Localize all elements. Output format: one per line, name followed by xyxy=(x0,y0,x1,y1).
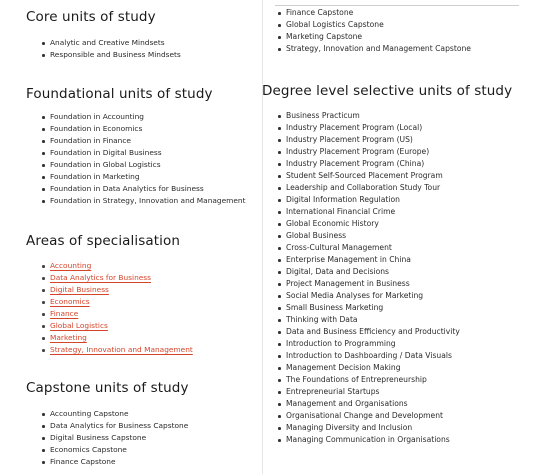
capstone-continued-list xyxy=(263,7,471,55)
list-item[interactable] xyxy=(26,296,193,308)
list-item: Management and Organisations xyxy=(263,398,512,410)
list-item: Foundation in Marketing xyxy=(26,171,245,183)
list-item: Foundation in Accounting xyxy=(26,111,245,123)
list-item: Responsible and Business Mindsets xyxy=(26,49,181,61)
specialisation-link[interactable]: Data Analytics for Business xyxy=(50,273,152,282)
list-item: Finance Capstone xyxy=(263,7,471,19)
list-item: Economics Capstone xyxy=(26,444,189,456)
foundational-units-heading: Foundational units of study xyxy=(26,86,213,102)
list-item: Foundation in Digital Business xyxy=(26,147,245,159)
list-item: Student Self-Sourced Placement Program xyxy=(263,170,512,182)
specialisation-heading: Areas of specialisation xyxy=(26,233,181,249)
list-item: Introduction to Dashboarding / Data Visuals xyxy=(263,350,512,362)
list-item: International Financial Crime xyxy=(263,206,512,218)
specialisation-link[interactable]: Accounting xyxy=(50,261,92,270)
list-item: Strategy, Innovation and Management Capstone xyxy=(263,43,471,55)
list-item: Managing Communication in Organisations xyxy=(263,434,512,446)
list-item: Foundation in Data Analytics for Business xyxy=(26,183,245,195)
list-item: Digital Information Regulation xyxy=(263,194,512,206)
specialisation-link[interactable]: Digital Business xyxy=(50,285,109,294)
degree-selective-heading: Degree level selective units of study xyxy=(262,83,513,99)
specialisation-list xyxy=(26,260,193,356)
specialisation-link[interactable]: Finance xyxy=(50,309,79,318)
list-item: Foundation in Finance xyxy=(26,135,245,147)
list-item: Entrepreneurial Startups xyxy=(263,386,512,398)
list-item: Digital, Data and Decisions xyxy=(263,266,512,278)
list-item: Introduction to Programming xyxy=(263,338,512,350)
capstone-continued-section xyxy=(263,7,471,55)
list-item[interactable] xyxy=(26,260,193,272)
list-item: Project Management in Business xyxy=(263,278,512,290)
list-item: Social Media Analyses for Marketing xyxy=(263,290,512,302)
right-column xyxy=(262,0,550,474)
list-item: Global Economic History xyxy=(263,218,512,230)
capstone-units-list xyxy=(26,408,189,468)
list-item: Digital Business Capstone xyxy=(26,432,189,444)
capstone-units-heading: Capstone units of study xyxy=(26,380,189,396)
specialisation-section xyxy=(26,233,193,356)
degree-selective-section xyxy=(263,83,512,446)
list-item: Foundation in Strategy, Innovation and Management xyxy=(26,195,245,207)
list-item: Analytic and Creative Mindsets xyxy=(26,37,181,49)
list-item[interactable] xyxy=(26,344,193,356)
list-item: Global Business xyxy=(263,230,512,242)
specialisation-link[interactable]: Strategy, Innovation and Management xyxy=(50,345,193,354)
list-item[interactable] xyxy=(26,320,193,332)
list-item: Small Business Marketing xyxy=(263,302,512,314)
core-units-list xyxy=(26,37,181,61)
list-item: Leadership and Collaboration Study Tour xyxy=(263,182,512,194)
core-units-section xyxy=(26,9,181,61)
list-item: Accounting Capstone xyxy=(26,408,189,420)
list-item: Marketing Capstone xyxy=(263,31,471,43)
list-item: Industry Placement Program (China) xyxy=(263,158,512,170)
list-item: Foundation in Economics xyxy=(26,123,245,135)
list-item: Industry Placement Program (Europe) xyxy=(263,146,512,158)
list-item: Data Analytics for Business Capstone xyxy=(26,420,189,432)
specialisation-link[interactable]: Economics xyxy=(50,297,90,306)
list-item[interactable] xyxy=(26,272,193,284)
list-item[interactable] xyxy=(26,332,193,344)
list-item: Enterprise Management in China xyxy=(263,254,512,266)
list-item: Industry Placement Program (US) xyxy=(263,134,512,146)
list-item: The Foundations of Entrepreneurship xyxy=(263,374,512,386)
list-item: Data and Business Efficiency and Productivity xyxy=(263,326,512,338)
list-item: Organisational Change and Development xyxy=(263,410,512,422)
list-item: Thinking with Data xyxy=(263,314,512,326)
specialisation-link[interactable]: Marketing xyxy=(50,333,87,342)
list-item[interactable] xyxy=(26,308,193,320)
list-item: Global Logistics Capstone xyxy=(263,19,471,31)
list-item: Foundation in Global Logistics xyxy=(26,159,245,171)
degree-selective-list xyxy=(263,110,512,446)
list-item[interactable] xyxy=(26,284,193,296)
list-item: Business Practicum xyxy=(263,110,512,122)
list-item: Management Decision Making xyxy=(263,362,512,374)
left-column xyxy=(0,0,262,474)
capstone-units-section xyxy=(26,380,189,468)
list-item: Managing Diversity and Inclusion xyxy=(263,422,512,434)
list-item: Cross-Cultural Management xyxy=(263,242,512,254)
core-units-heading: Core units of study xyxy=(26,9,156,25)
list-item: Finance Capstone xyxy=(26,456,189,468)
foundational-units-list xyxy=(26,111,245,207)
specialisation-link[interactable]: Global Logistics xyxy=(50,321,108,330)
list-item: Industry Placement Program (Local) xyxy=(263,122,512,134)
foundational-units-section xyxy=(26,86,245,207)
